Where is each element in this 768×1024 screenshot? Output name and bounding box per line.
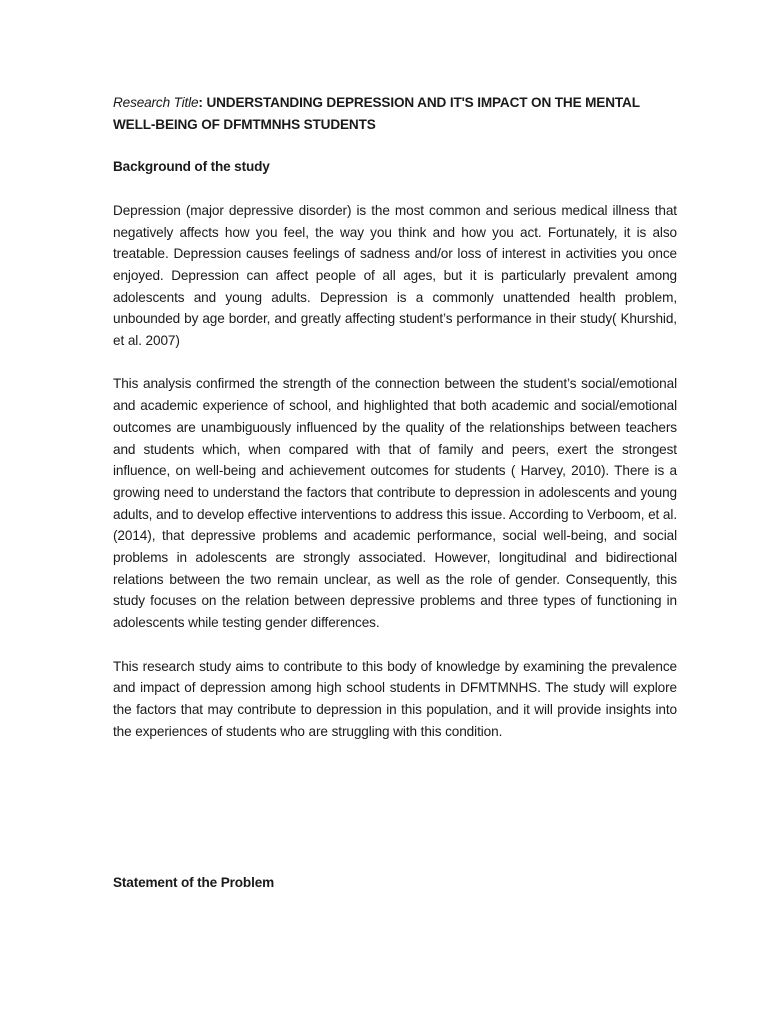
background-paragraph-1: Depression (major depressive disorder) is the most common and serious medical illness that negatively affects how you feel, the way you think and how you act. Fortunately, it is also treatable. Depression causes feelings of sadness and/or loss of interest in activities you once enjoyed. Depression can affect people of all ages, but it is particularly prevalent among adolescents and young adults. Depression is a commonly unattended health problem, unbounded by age border, and greatly affecting student’s performance in their study( Khurshid, et al. 2007)	[113, 202, 677, 349]
problem-heading: Statement of the Problem	[113, 875, 275, 891]
title-label: Research Title	[113, 95, 199, 110]
background-heading: Background of the study	[113, 159, 270, 175]
title-text: UNDERSTANDING DEPRESSION AND IT'S IMPACT ON THE MENTAL WELL-BEING OF DFMTMNHS STUDENTS	[113, 95, 640, 132]
title-separator: :	[198, 95, 207, 110]
background-paragraph-2: This analysis confirmed the strength of the connection between the student’s social/emotional and academic experience of school, and highlighted that both academic and social/emotional outcomes are unambiguously influenced by the quality of the relationships between teachers and students which, when compared with that of family and peers, exert the strongest influence, on well-being and achievement outcomes for students ( Harvey, 2010). There is a growing need to understand the factors that contribute to depression in adolescents and young adults, and to develop effective interventions to address this issue. According to Verboom, et al. (2014), that depressive problems and academic performance, social well-being, and social problems in adolescents are strongly associated. However, longitudinal and bidirectional relations between the two remain unclear, as well as the role of gender. Consequently, this study focuses on the relation between depressive problems and three types of functioning in adolescents while testing gender differences.	[113, 376, 677, 631]
research-title	[113, 92, 677, 135]
blank-space	[113, 764, 677, 872]
background-paragraph-3: This research study aims to contribute to this body of knowledge by examining the prevalence and impact of depression among high school students in DFMTMNHS. The study will explore the factors that may contribute to depression in this population, and it will provide insights into the experiences of students who are struggling with this condition.	[113, 658, 677, 739]
document-page	[113, 92, 677, 894]
